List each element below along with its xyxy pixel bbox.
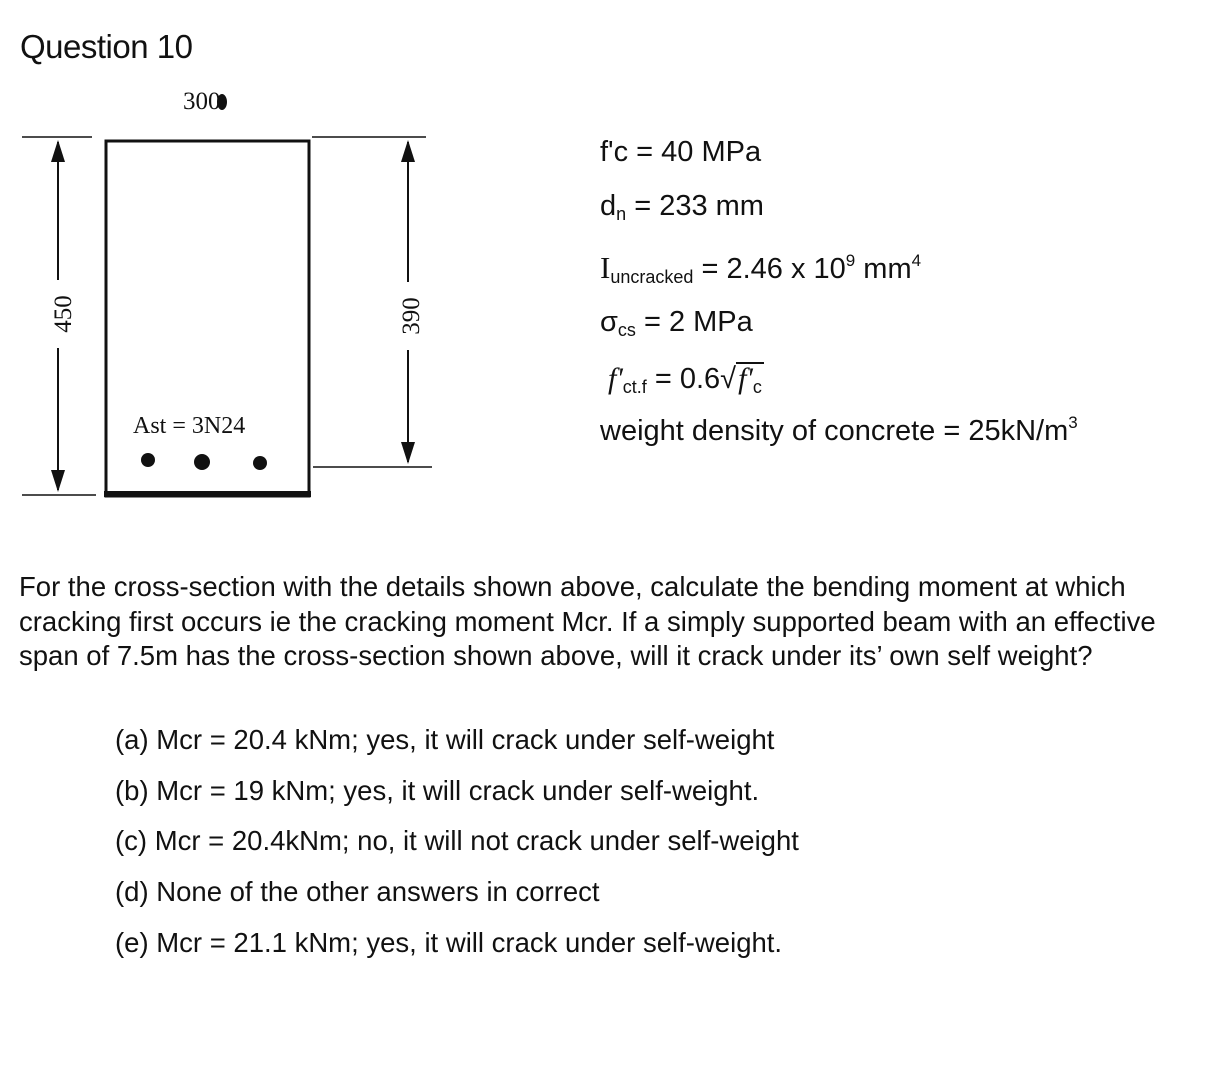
height-dimension-label: 450	[50, 280, 78, 348]
sigma-value: = 2 MPa	[643, 306, 753, 338]
property-sigma	[600, 308, 753, 339]
question-title: Question 10	[20, 28, 193, 65]
fct-subscript: ct.f	[622, 377, 647, 397]
inertia-unit-exponent: 4	[911, 251, 922, 270]
inertia-subscript: uncracked	[610, 267, 694, 287]
fct-symbol: f'	[608, 362, 623, 395]
answer-option-a[interactable]: (a) Mcr = 20.4 kNm; yes, it will crack under self-weight	[115, 724, 775, 755]
density-text: weight density of concrete = 25kN/m	[600, 415, 1069, 447]
effective-depth-label: 390	[398, 282, 426, 350]
question-paragraph: For the cross-section with the details shown above, calculate the bending moment at which cracking first occurs ie the cracking moment Mcr. If a simply supported beam with an effective span of 7.5m has the cross-section shown above, will it crack under its’ own self weight?	[19, 571, 1156, 671]
rebar-dot	[141, 453, 155, 467]
fc-value: = 40 MPa	[636, 136, 762, 168]
property-fc	[600, 138, 761, 167]
dn-value: = 233 mm	[634, 190, 764, 222]
fct-root-symbol: f'	[738, 362, 753, 395]
answer-option-c[interactable]: (c) Mcr = 20.4kNm; no, it will not crack under self-weight	[115, 825, 799, 856]
beam-outline	[106, 141, 309, 496]
dim-390-arrow-bottom	[401, 442, 415, 464]
answer-option-e[interactable]: (e) Mcr = 21.1 kNm; yes, it will crack under self-weight.	[115, 927, 783, 958]
sigma-symbol: σ	[600, 306, 618, 338]
inertia-value: = 2.46 x 10	[701, 253, 846, 285]
property-density	[600, 414, 1078, 446]
answer-option-d[interactable]: (d) None of the other answers in correct	[115, 876, 600, 907]
fc-symbol: f'c	[600, 136, 629, 168]
fct-root-subscript: c	[752, 377, 762, 397]
inertia-unit: mm	[855, 253, 912, 285]
sqrt-icon: √	[720, 363, 737, 395]
property-fct	[608, 362, 764, 396]
dim-390-arrow-top	[401, 140, 415, 162]
inertia-symbol: I	[600, 250, 611, 285]
property-inertia	[600, 252, 921, 286]
property-dn	[600, 192, 764, 223]
dn-subscript: n	[616, 204, 627, 224]
dn-symbol: d	[600, 190, 617, 222]
rebar-dot	[253, 456, 267, 470]
fct-value: = 0.6	[654, 363, 721, 395]
steel-area-label: Ast = 3N24	[133, 413, 246, 439]
sigma-subscript: cs	[617, 320, 636, 340]
dim-450-arrow-top	[51, 140, 65, 162]
answer-option-b[interactable]: (b) Mcr = 19 kNm; yes, it will crack under self-weight.	[115, 775, 760, 806]
rebar-dot	[194, 454, 210, 470]
width-label: 300	[183, 88, 221, 115]
inertia-exponent: 9	[845, 251, 856, 270]
density-exponent: 3	[1068, 413, 1078, 432]
dim-450-arrow-bottom	[51, 470, 65, 492]
sqrt-radicand	[736, 362, 764, 396]
